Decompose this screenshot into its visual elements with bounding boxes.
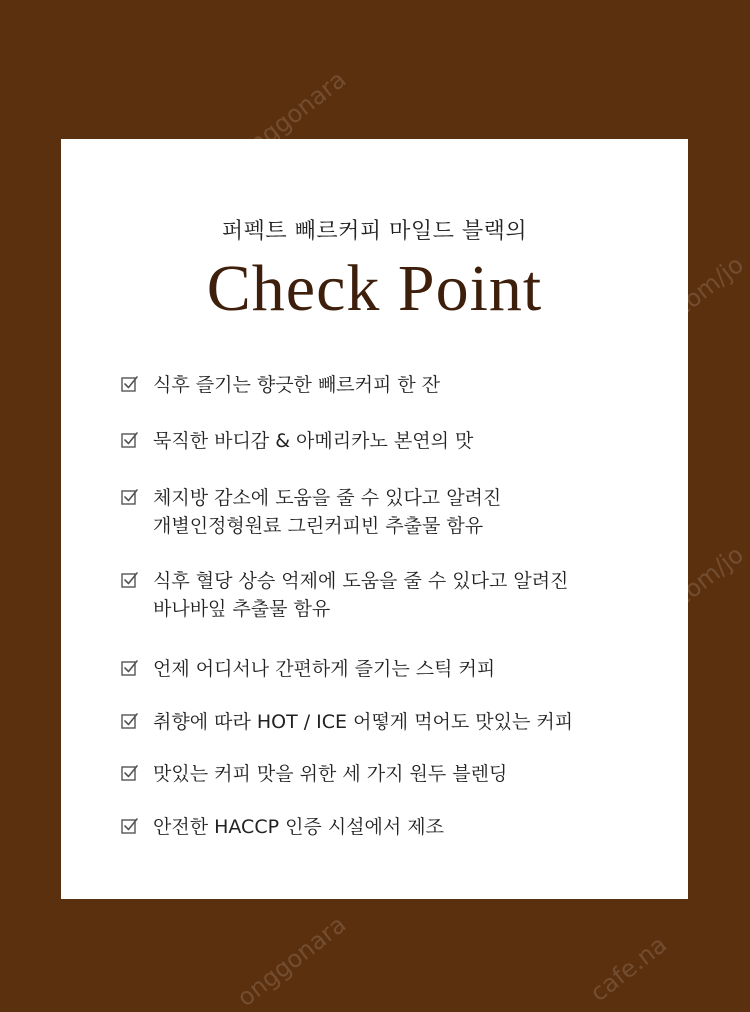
checkbox-check-icon bbox=[121, 571, 139, 589]
checkbox-check-icon bbox=[121, 817, 139, 835]
checkpoint-item-text: 언제 어디서나 간편하게 즐기는 스틱 커피 bbox=[153, 658, 496, 680]
checkpoint-item bbox=[121, 813, 661, 843]
checkpoint-card bbox=[61, 139, 688, 899]
watermark-text-right-3: cafe.na bbox=[585, 930, 673, 1008]
checkpoint-item bbox=[121, 655, 661, 708]
checkbox-check-icon bbox=[121, 764, 139, 782]
checkpoint-item-text: 안전한 HACCP 인증 시설에서 제조 bbox=[153, 816, 444, 838]
checkpoint-item bbox=[121, 371, 661, 427]
watermark-text-top: onggonara bbox=[232, 65, 352, 168]
checkpoint-item bbox=[121, 567, 661, 655]
checkpoint-item bbox=[121, 760, 661, 813]
checkbox-check-icon bbox=[121, 659, 139, 677]
watermark-text-right-2: com/jo bbox=[668, 540, 749, 613]
checkpoint-item bbox=[121, 708, 661, 760]
checkbox-check-icon bbox=[121, 375, 139, 393]
checkpoint-list bbox=[121, 371, 661, 843]
card-subtitle: 퍼펙트 빼르커피 마일드 블랙의 bbox=[221, 219, 528, 244]
checkpoint-item bbox=[121, 427, 661, 484]
checkbox-check-icon bbox=[121, 431, 139, 449]
checkpoint-item-text: 식후 즐기는 향긋한 빼르커피 한 잔 bbox=[153, 374, 441, 396]
watermark-text-right-1: com/jo bbox=[668, 250, 749, 323]
card-title: Check Point bbox=[206, 252, 543, 325]
checkpoint-item-text: 맛있는 커피 맛을 위한 세 가지 원두 블렌딩 bbox=[153, 763, 508, 785]
checkbox-check-icon bbox=[121, 488, 139, 506]
checkpoint-item-text: 식후 혈당 상승 억제에 도움을 줄 수 있다고 알려진 바나바잎 추출물 함유 bbox=[153, 570, 569, 620]
checkpoint-item-text: 체지방 감소에 도움을 줄 수 있다고 알려진 개별인정형원료 그린커피빈 추출물 함유 bbox=[153, 487, 502, 537]
checkpoint-item-text: 묵직한 바디감 & 아메리카노 본연의 맛 bbox=[153, 430, 474, 452]
checkpoint-item bbox=[121, 484, 661, 567]
checkpoint-item-text: 취향에 따라 HOT / ICE 어떻게 먹어도 맛있는 커피 bbox=[153, 711, 574, 733]
watermark-text-bottom: onggonara bbox=[232, 910, 352, 1012]
checkbox-check-icon bbox=[121, 712, 139, 730]
